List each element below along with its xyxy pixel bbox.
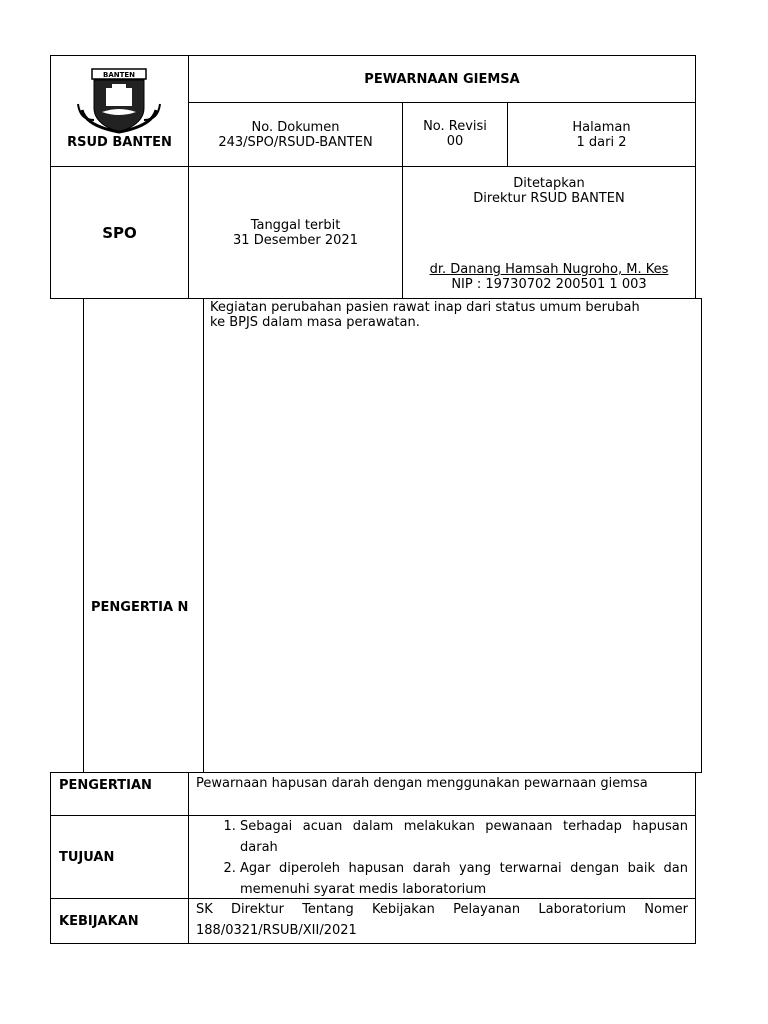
org-name: RSUD BANTEN [67, 134, 172, 150]
revision-label: No. Revisi [423, 119, 487, 134]
tujuan-label-cell [50, 815, 189, 899]
overlay-label: PENGERTIA N [91, 600, 189, 615]
tujuan-list-cell [188, 815, 696, 899]
doc-number-label: No. Dokumen [251, 119, 340, 135]
tujuan-item-2: 2. Agar diperoleh hapusan darah yang terwarnai dengan baik dan memenuhi syarat medis laboratorium [240, 858, 688, 900]
overlay-label-cell [83, 298, 204, 773]
page-label: Halaman [572, 119, 631, 135]
approver-title: Direktur RSUD BANTEN [473, 191, 625, 206]
tujuan-item-1: 1. Sebagai acuan dalam melakukan pewanaan terhadap hapusan darah [240, 816, 688, 858]
pengertian-text-cell [188, 772, 696, 816]
overlay-text-cell [203, 298, 702, 773]
spo-label: SPO [102, 223, 137, 242]
doc-title: PEWARNAAN GIEMSA [188, 55, 696, 103]
pengertian-label: PENGERTIAN [59, 778, 152, 793]
banten-logo [76, 66, 162, 136]
spo-cell [50, 166, 189, 299]
issue-date-label: Tanggal terbit [250, 217, 341, 233]
kebijakan-text-cell [188, 898, 696, 944]
issue-date-value: 31 Desember 2021 [233, 232, 358, 248]
pengertian-label-cell [50, 772, 189, 816]
kebijakan-text: SK Direktur Tentang Kebijakan Pelayanan Laboratorium Nomer 188/0321/RSUB/XII/2021 [196, 902, 688, 938]
signer-nip: NIP : 19730702 200501 1 003 [451, 277, 647, 292]
issue-date-cell [188, 166, 403, 299]
doc-number-cell [188, 102, 403, 167]
approval-cell [402, 166, 696, 299]
kebijakan-label-cell [50, 898, 189, 944]
revision-cell [402, 102, 508, 167]
pengertian-text: Pewarnaan hapusan darah dengan menggunakan pewarnaan giemsa [196, 776, 648, 791]
page-value: 1 dari 2 [576, 134, 627, 150]
signer-name: dr. Danang Hamsah Nugroho, M. Kes [429, 262, 669, 277]
logo-text: BANTEN [102, 71, 136, 79]
tujuan-label: TUJUAN [59, 849, 115, 865]
revision-value: 00 [446, 134, 464, 149]
approval-label: Ditetapkan [513, 176, 585, 191]
page-cell [507, 102, 696, 167]
tujuan-list [196, 816, 688, 900]
doc-number-value: 243/SPO/RSUD-BANTEN [218, 134, 373, 150]
overlay-text: Kegiatan perubahan pasien rawat inap dari status umum berubah ke BPJS dalam masa perawatan. [210, 300, 640, 330]
kebijakan-label: KEBIJAKAN [59, 913, 139, 929]
